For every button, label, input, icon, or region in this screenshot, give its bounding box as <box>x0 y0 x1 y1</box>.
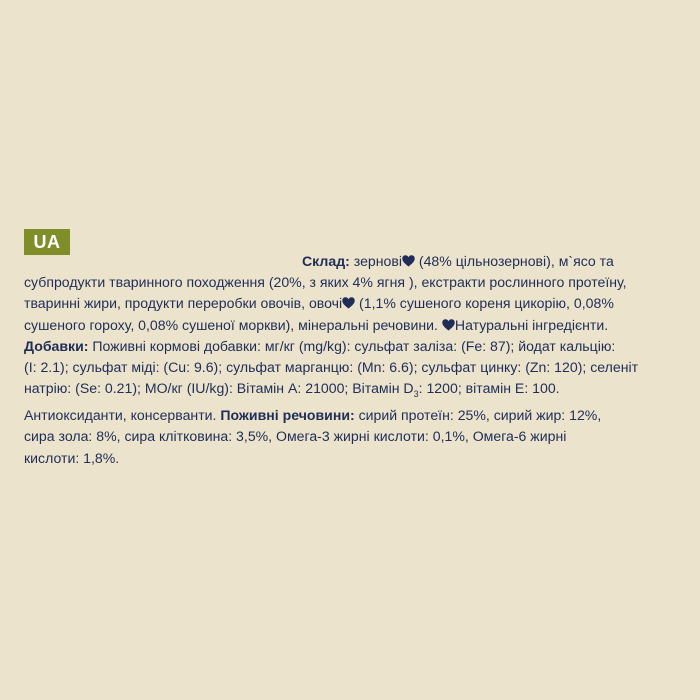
composition-heading: Склад: <box>302 253 350 269</box>
composition-line-1: Склад: зернові (48% цільнозернові), м`ясо та <box>302 253 614 269</box>
additives-line-3: натрію: (Se: 0.21); МО/кг (IU/kg): Вітамін А: 21000; Вітамін $D_3$: 1200; вітамін Е: 100. <box>24 380 560 400</box>
additives-heading: Добавки: <box>24 337 89 354</box>
additives-line-1: Добавки: Поживні кормові добавки: мг/кг (mg/kg): сульфат заліза: (Fe: 87); йодат кальцію: <box>24 337 616 354</box>
heart-icon <box>342 297 355 309</box>
additives-line-2: (I: 2.1); сульфат міді: (Cu: 9.6); сульфат марганцю: (Mn: 6.6); сульфат цинку: (Zn: 120); селеніт <box>24 359 639 376</box>
nutrients-line-2: сира зола: 8%, сира клітковина: 3,5%, Омега-3 жирні кислоти: 0,1%, Омега-6 жирні <box>24 428 567 445</box>
nutrients-line-1: Антиоксиданти, консерванти. Поживні речовини: сирий протеїн: 25%, сирий жир: 12%, <box>24 407 602 424</box>
ingredients-text <box>24 251 674 469</box>
composition-line-4: сушеного гороху, 0,08% сушеної моркви), мінеральні речовини. Натуральні інгредієнти. <box>24 316 609 333</box>
heart-icon <box>402 255 415 267</box>
heart-icon <box>442 319 455 331</box>
composition-line-2: субпродукти тваринного походження (20%, з яких 4% ягня ), екстракти рослинного протеїну, <box>24 274 627 291</box>
composition-line-3: тваринні жири, продукти переробки овочів, овочі (1,1% сушеного кореня цикорію, 0,08% <box>24 295 614 312</box>
language-badge: UA <box>24 229 70 255</box>
nutrients-line-3: кислоти: 1,8%. <box>24 449 120 466</box>
nutrients-heading: Поживні речовини: <box>216 407 355 424</box>
